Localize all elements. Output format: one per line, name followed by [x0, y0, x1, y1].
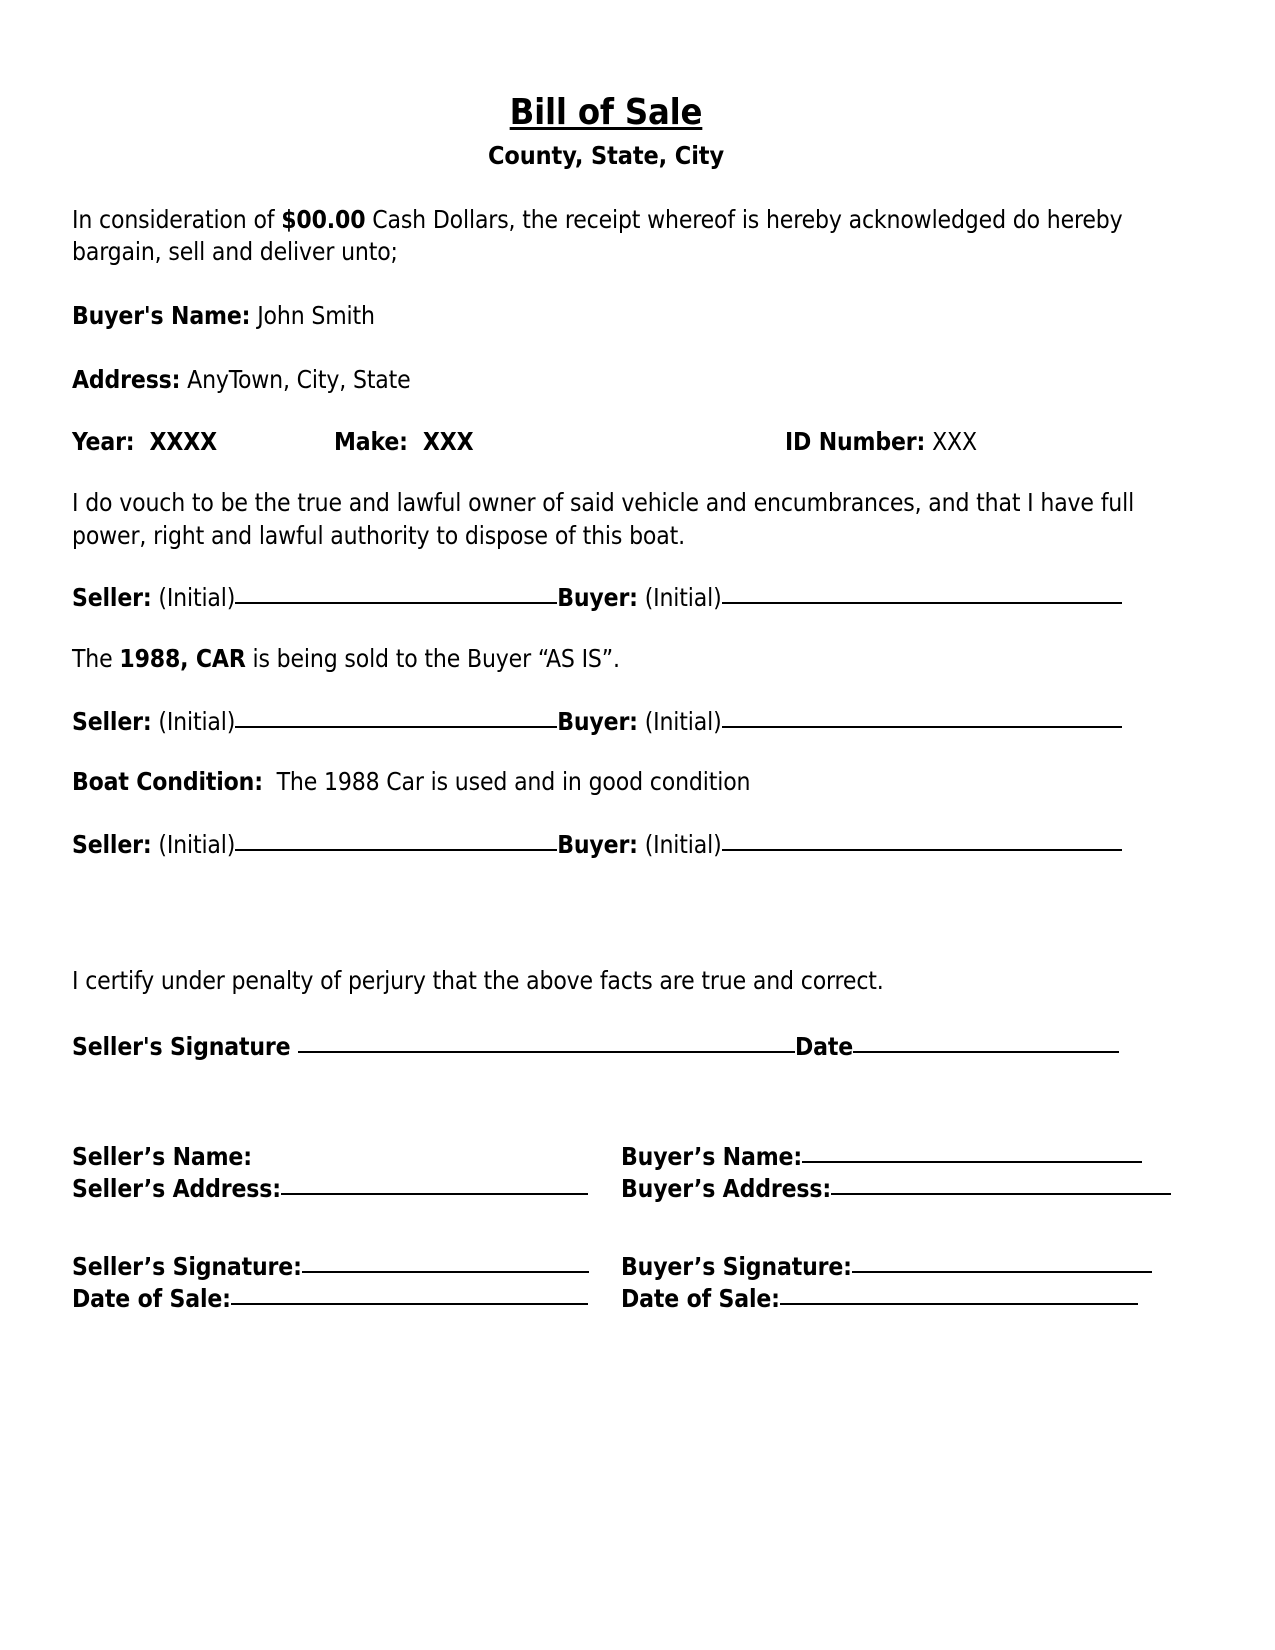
bottom-seller-address-line	[72, 1173, 588, 1205]
document-content	[72, 0, 1140, 1313]
certify-paragraph: I certify under penalty of perjury that the above facts are true and correct.	[72, 966, 884, 996]
make-value: XXX	[422, 427, 474, 457]
date-blank[interactable]	[853, 1051, 1119, 1053]
bottom-buyer-address-line	[621, 1173, 1171, 1205]
date-label: Date	[794, 1031, 854, 1061]
id-number-label: ID Number:	[785, 427, 926, 457]
year-label: Year:	[72, 427, 135, 457]
seller-initial-text: (Initial)	[151, 706, 236, 736]
make-field	[334, 426, 473, 459]
buyer-name-value: John Smith	[257, 301, 375, 331]
seller-initial-label: Seller:	[72, 829, 152, 859]
bottom-seller-address-blank[interactable]	[281, 1193, 588, 1195]
buyer-details-column	[621, 1141, 1171, 1204]
buyer-initial-blank[interactable]	[722, 849, 1122, 851]
seller-signature-label: Seller's Signature	[72, 1031, 291, 1061]
buyer-initial-label: Buyer:	[557, 583, 638, 613]
make-label: Make:	[334, 427, 408, 457]
vouch-paragraph: I do vouch to be the true and lawful owner of said vehicle and encumbrances, and that I have full power, right and lawful authority to dispose of this boat.	[72, 488, 1135, 550]
buyer-signature-column	[621, 1251, 1152, 1314]
make-gap	[408, 427, 423, 456]
year-value	[134, 427, 149, 456]
bottom-buyer-signature-blank[interactable]	[852, 1271, 1152, 1273]
bottom-buyer-date-line	[621, 1283, 1152, 1315]
bottom-buyer-date-label: Date of Sale:	[621, 1284, 780, 1313]
bottom-buyer-address-label: Buyer’s Address:	[621, 1174, 831, 1203]
buyer-initial-blank[interactable]	[722, 602, 1122, 604]
bottom-buyer-signature-label: Buyer’s Signature:	[621, 1252, 852, 1282]
seller-initial-label: Seller:	[72, 706, 152, 736]
page-title: Bill of Sale	[509, 92, 703, 133]
bottom-buyer-address-blank[interactable]	[831, 1193, 1171, 1195]
as-is-paragraph	[72, 643, 1140, 676]
consideration-lead: In consideration of	[72, 204, 282, 234]
bottom-buyer-signature-line	[621, 1251, 1152, 1283]
buyer-initial-text: (Initial)	[637, 583, 722, 613]
seller-initial-blank[interactable]	[235, 726, 557, 728]
id-number-field	[785, 426, 977, 459]
page-subtitle: County, State, City	[487, 141, 725, 171]
buyer-initial-label: Buyer:	[557, 829, 638, 859]
as-is-prefix: The	[72, 643, 120, 673]
address-label: Address:	[72, 364, 181, 394]
boat-condition-row	[72, 766, 1140, 799]
parties-block	[72, 1141, 1140, 1313]
initial-row-1	[72, 582, 1140, 615]
bottom-seller-date-line	[72, 1283, 589, 1315]
consideration-paragraph	[72, 204, 1140, 269]
boat-condition-label: Boat Condition:	[72, 767, 263, 797]
seller-initial-label: Seller:	[72, 583, 152, 613]
id-number-value: XXX	[932, 427, 977, 457]
bottom-buyer-name-label: Buyer’s Name:	[621, 1142, 802, 1172]
buyer-name-row	[72, 300, 1140, 333]
bottom-buyer-name-line	[621, 1141, 1171, 1173]
bottom-seller-address-label: Seller’s Address:	[72, 1174, 281, 1203]
bottom-seller-signature-blank[interactable]	[302, 1271, 589, 1273]
address-row	[72, 364, 1140, 397]
bottom-buyer-name-blank[interactable]	[802, 1161, 1142, 1163]
seller-initial-text: (Initial)	[151, 583, 236, 613]
initial-row-3	[72, 829, 1140, 862]
bottom-seller-date-blank[interactable]	[231, 1303, 588, 1305]
year-field	[72, 426, 217, 459]
seller-initial-blank[interactable]	[235, 849, 557, 851]
year-value-text: XXXX	[149, 427, 217, 457]
boat-condition-value: The 1988 Car is used and in good condition	[276, 767, 751, 797]
seller-details-column	[72, 1141, 588, 1204]
bottom-buyer-date-blank[interactable]	[780, 1303, 1138, 1305]
consideration-amount: $00.00	[281, 204, 366, 234]
buyer-initial-text: (Initial)	[637, 829, 722, 859]
consideration-rest: Cash Dollars, the receipt whereof is hereby acknowledged do hereby bargain, sell and deliver unto;	[72, 204, 1123, 267]
bottom-seller-name-line	[72, 1141, 588, 1173]
bottom-seller-date-label: Date of Sale:	[72, 1284, 231, 1313]
seller-initial-blank[interactable]	[235, 602, 557, 604]
vehicle-spec-row	[72, 426, 1140, 456]
seller-signature-blank[interactable]	[298, 1051, 795, 1053]
bottom-seller-signature-label: Seller’s Signature:	[72, 1252, 302, 1282]
title-block	[72, 0, 1140, 173]
buyer-initial-text: (Initial)	[637, 706, 722, 736]
buyer-initial-label: Buyer:	[557, 706, 638, 736]
parties-signature-group	[72, 1251, 1140, 1313]
parties-names-group	[72, 1141, 1140, 1203]
seller-signature-column	[72, 1251, 589, 1314]
seller-initial-text: (Initial)	[151, 829, 236, 859]
buyer-initial-blank[interactable]	[722, 726, 1122, 728]
seller-signature-row	[72, 1031, 1140, 1064]
as-is-item: 1988, CAR	[119, 643, 246, 673]
buyer-name-label: Buyer's Name:	[72, 301, 251, 331]
initial-row-2	[72, 706, 1140, 739]
as-is-suffix: is being sold to the Buyer “AS IS”.	[245, 643, 620, 673]
bottom-seller-name-label: Seller’s Name:	[72, 1142, 252, 1172]
bottom-seller-signature-line	[72, 1251, 589, 1283]
address-value: AnyTown, City, State	[187, 364, 411, 394]
